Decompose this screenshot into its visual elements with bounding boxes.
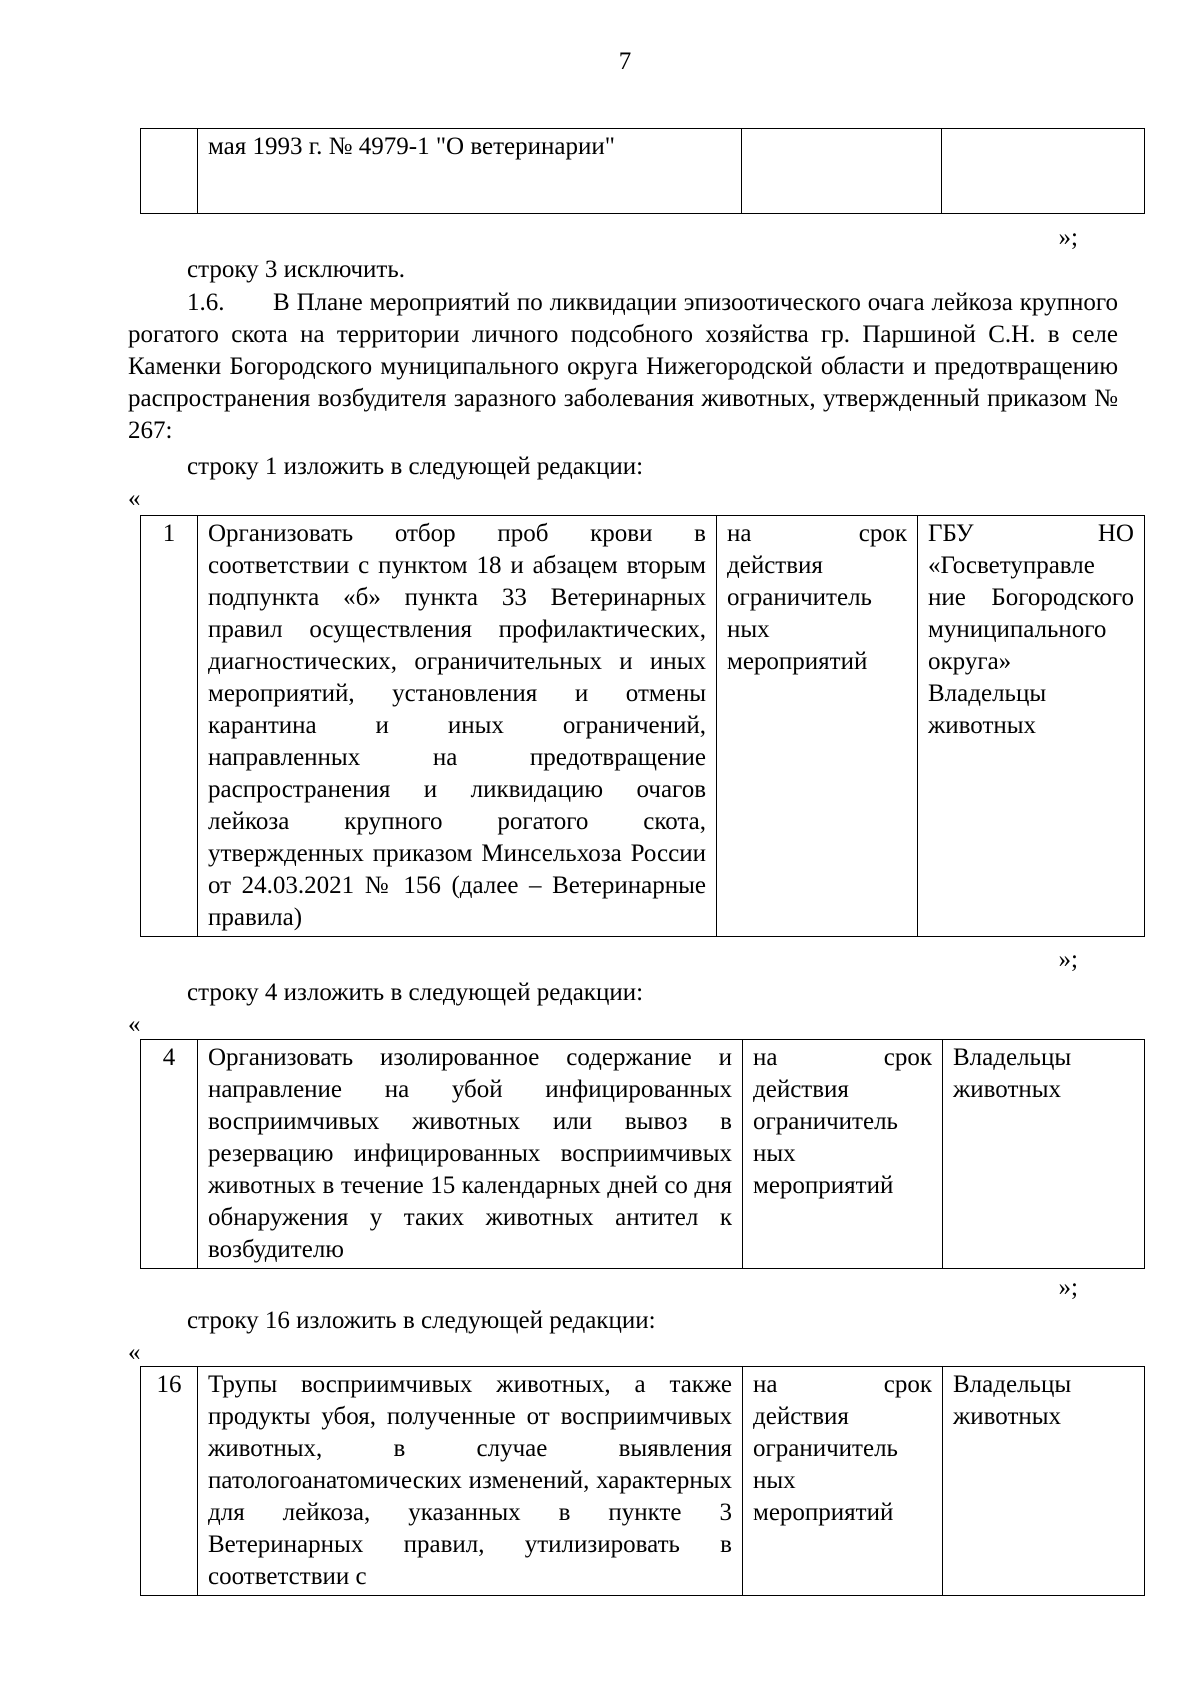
page-number: 7 [618,48,632,75]
paragraph-1-6: 1.6. В Плане мероприятий по ликвидации эпизоотического очага лейкоза крупного рогатого скота на территории личного подсобного хозяйства гр. Паршиной С.Н. в селе Каменки Богородского муниципального округа Нижегородской области и предотвращению распространения возбудителя заразного заболевания животных, утвержденный приказом № 267: [128,289,1118,444]
row-number: 4 [141,1040,198,1269]
paragraph-row1-intro: строку 1 изложить в следующей редакции: [187,453,644,480]
top-table [140,128,1145,214]
table-row [141,1367,1145,1596]
row-4-table [140,1039,1145,1269]
measure-text: Трупы восприимчивых животных, а также продукты убоя, полученные от восприимчивых животных, в случае выявления патологоанатомических изменений, характерных для лейкоза, указанных в пункте 3 Ветеринарных правил, утилизировать в соответствии с [198,1367,743,1596]
term-cell: на срок действия ограничитель ных мероприятий [743,1367,943,1596]
term-cell: на срок действия ограничитель ных мероприятий [743,1040,943,1269]
row-16-table [140,1366,1145,1596]
table-row [141,129,1145,214]
measure-text: Организовать изолированное содержание и направление на убой инфицированных восприимчивых животных или вывоз в резервацию инфицированных восприимчивых животных в течение 15 календарных дней со дня обнаружения у таких животных антител к возбудителю [198,1040,743,1269]
measure-text: мая 1993 г. № 4979-1 "О ветеринарии" [198,129,742,214]
closing-quote: »; [1058,224,1078,251]
paragraph-row16-intro: строку 16 изложить в следующей редакции: [187,1307,656,1334]
responsible-cell: Владельцы животных [943,1367,1145,1596]
table-row [141,1040,1145,1269]
opening-quote: « [128,485,141,512]
closing-quote: »; [1058,946,1078,973]
table-row [141,516,1145,937]
term-cell [742,129,942,214]
measure-text: Организовать отбор проб крови в соответствии с пунктом 18 и абзацем вторым подпункта «б» пункта 33 Ветеринарных правил осуществления профилактических, диагностических, ограничительных и иных мероприятий, установления и отмены карантина и иных ограничений, направленных на предотвращение распространения и ликвидацию очагов лейкоза крупного рогатого скота, утвержденных приказом Минсельхоза России от 24.03.2021 № 156 (далее – Ветеринарные правила) [198,516,717,937]
row-number [141,129,198,214]
closing-quote: »; [1058,1274,1078,1301]
row-1-table [140,515,1145,937]
responsible-cell [942,129,1145,214]
term-cell: на срок действия ограничитель ных мероприятий [717,516,918,937]
responsible-cell: Владельцы животных [943,1040,1145,1269]
row-number: 16 [141,1367,198,1596]
responsible-cell: ГБУ НО «Госветуправле ние Богородского муниципального округа» Владельцы животных [918,516,1145,937]
paragraph-row4-intro: строку 4 изложить в следующей редакции: [187,979,644,1006]
row-number: 1 [141,516,198,937]
paragraph-exclude: строку 3 исключить. [187,256,405,283]
opening-quote: « [128,1339,141,1366]
opening-quote: « [128,1011,141,1038]
